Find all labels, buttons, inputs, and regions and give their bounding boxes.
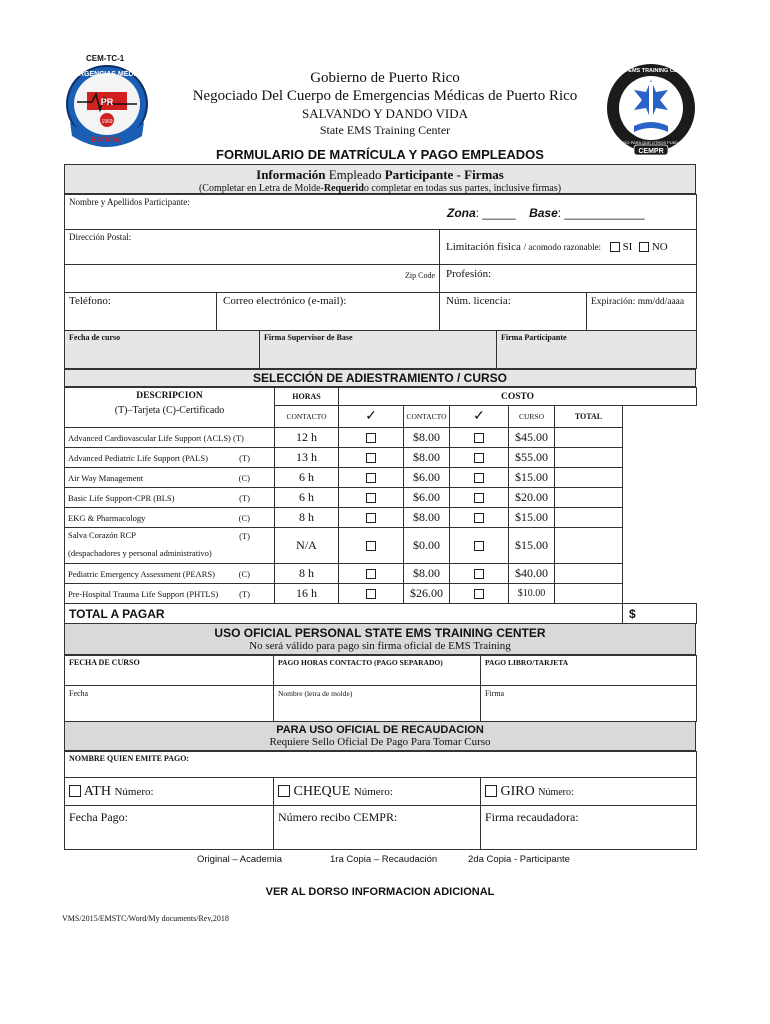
ath-label: ATH (83, 783, 111, 799)
official-course-date[interactable] (65, 656, 274, 686)
course-date-label: Fecha de curso (69, 333, 121, 342)
revision-ref: VMS/2015/EMSTC/Word/My documents/Rev,2018 (62, 914, 229, 923)
courses-title: SELECCIÓN DE ADIESTRAMIENTO / CURSO (64, 369, 696, 387)
course-type: (C) (238, 568, 250, 579)
course-hours: 6 h (275, 468, 339, 488)
ath-option[interactable] (65, 778, 274, 806)
expiration-field[interactable] (587, 293, 697, 331)
contact-check-cell[interactable] (339, 448, 404, 468)
course-hours: 13 h (275, 448, 339, 468)
contact-payment-label: PAGO HORAS CONTACTO (PAGO SEPARADO) (278, 658, 443, 667)
cheque-number-label: Número: (353, 785, 393, 798)
base-blank: : ____________ (557, 206, 645, 220)
course-name: Advanced Cardiovascular Life Support (ACLS) (T) (68, 432, 244, 443)
contact-cost: $6.00 (404, 488, 450, 508)
contact-cost: $26.00 (404, 584, 450, 604)
phone-field[interactable] (65, 293, 217, 331)
contact-cost: $8.00 (404, 428, 450, 448)
courses-table (64, 387, 697, 624)
left-logo-year: 1969 (101, 119, 113, 125)
contact-check-cell[interactable] (339, 428, 404, 448)
course-row (65, 448, 697, 468)
contact-check-cell[interactable] (339, 564, 404, 584)
course-total-field[interactable] (555, 508, 623, 528)
payment-date-field[interactable] (65, 806, 274, 850)
hours-header: HORAS (275, 388, 339, 406)
course-hours: 8 h (275, 564, 339, 584)
license-field[interactable] (440, 293, 587, 331)
agency-title: Negociado Del Cuerpo de Emergencias Médicas de Puerto Rico (192, 88, 578, 104)
course-row (65, 468, 697, 488)
license-label: Núm. licencia: (446, 295, 511, 307)
course-hours: N/A (275, 528, 339, 564)
giro-label: GIRO (500, 783, 535, 799)
giro-option[interactable] (481, 778, 697, 806)
course-check-cell[interactable] (450, 468, 509, 488)
course-hours: 8 h (275, 508, 339, 528)
course-name-cell (65, 488, 275, 508)
official-signature-field[interactable] (481, 686, 697, 722)
course-name: Air Way Management (68, 472, 144, 483)
course-hours: 16 h (275, 584, 339, 604)
course-total-field[interactable] (555, 488, 623, 508)
course-name: Pre-Hospital Trauma Life Support (PHTLS) (68, 588, 219, 599)
info-title-a: Información (256, 167, 326, 182)
si-label: SI (622, 241, 633, 253)
contact-checkbox[interactable] (366, 473, 376, 483)
right-logo-top: STATE EMS TRAINING CENTER (609, 68, 693, 74)
contact-cost: $6.00 (404, 468, 450, 488)
course-row (65, 428, 697, 448)
zona-blank: : _____ (475, 206, 516, 220)
issuer-label: NOMBRE QUIEN EMITE PAGO: (69, 754, 190, 763)
contact-check-cell[interactable] (339, 584, 404, 604)
course-total-field[interactable] (555, 564, 623, 584)
issuer-field[interactable] (65, 752, 697, 778)
contact-check-cell[interactable] (339, 488, 404, 508)
supervisor-signature-label: Firma Supervisor de Base (264, 333, 353, 342)
info-sub-b: Requerid (323, 183, 364, 194)
course-type: (T) (239, 452, 250, 463)
receipt-number-label: Número recibo CEMPR: (278, 810, 398, 824)
course-hours: 6 h (275, 488, 339, 508)
course-type: (T) (239, 531, 250, 541)
course-name: Salva Corazón RCP (68, 530, 136, 540)
book-payment[interactable] (481, 656, 697, 686)
course-cost: $55.00 (509, 448, 555, 468)
info-sub-a: (Completar en Letra de Molde- (198, 183, 324, 194)
left-logo-bottom: ESTATAL (91, 137, 123, 144)
address-field[interactable] (65, 230, 440, 265)
course-check-cell[interactable] (450, 584, 509, 604)
cheque-label: CHEQUE (293, 783, 351, 799)
profesion-label: Profesión: (446, 268, 492, 280)
course-name-cell (65, 528, 275, 564)
course-name-cell (65, 564, 275, 584)
course-cost: $10.00 (509, 584, 555, 604)
official-name-field[interactable] (274, 686, 481, 722)
motto: SALVANDO Y DANDO VIDA (301, 106, 468, 121)
official-date-label: Fecha (69, 689, 89, 698)
contact-checkbox[interactable] (366, 541, 376, 551)
info-header (64, 164, 696, 194)
course-checkbox[interactable] (474, 513, 484, 523)
ems-training-center-logo (604, 62, 698, 156)
total-header: TOTAL (555, 406, 623, 428)
total-pay-field[interactable] (623, 604, 697, 624)
official-title: USO OFICIAL PERSONAL STATE EMS TRAINING CENTER (214, 626, 546, 640)
contact-checkbox[interactable] (366, 453, 376, 463)
contact-header-2: CONTACTO (404, 406, 450, 428)
contact-header-1: CONTACTO (275, 406, 339, 428)
course-name-cell (65, 448, 275, 468)
course-name: Advanced Pediatric Life Support (PALS) (68, 452, 208, 463)
left-logo-top: EMERGENCIAS MÉDICAS (63, 71, 151, 78)
course-name-2: (despachadores y personal administrativo) (68, 548, 212, 558)
course-name-cell (65, 468, 275, 488)
contact-payment[interactable] (274, 656, 481, 686)
info-title-c: Participante - Firmas (384, 167, 504, 182)
contact-cost: $8.00 (404, 508, 450, 528)
course-check-cell[interactable] (450, 428, 509, 448)
form-code: CEM-TC-1 (86, 54, 125, 63)
course-cost: $15.00 (509, 528, 555, 564)
desc-header (65, 388, 275, 428)
course-check-cell[interactable] (450, 508, 509, 528)
course-checkbox[interactable] (474, 433, 484, 443)
course-checkbox[interactable] (474, 569, 484, 579)
course-check-cell[interactable] (450, 528, 509, 564)
course-name: Pediatric Emergency Assessment (PEARS) (68, 568, 215, 579)
base-label: Base (529, 206, 558, 220)
contact-check-cell[interactable] (339, 528, 404, 564)
course-type: (T) (239, 588, 250, 599)
course-hours: 12 h (275, 428, 339, 448)
emergencias-medicas-logo (62, 62, 152, 148)
recaudacion-title: PARA USO OFICIAL DE RECAUDACION (276, 724, 484, 736)
course-name-cell (65, 428, 275, 448)
check-header-2: ✓ (450, 406, 509, 428)
zip-field[interactable] (65, 265, 440, 293)
course-row (65, 584, 697, 604)
course-type: (C) (238, 512, 250, 523)
course-cost: $45.00 (509, 428, 555, 448)
name-label: Nombre y Apellidos Participante: (69, 197, 190, 207)
participant-signature-label: Firma Participante (501, 333, 567, 342)
official-note: No será válido para pago sin firma oficial de EMS Training (249, 640, 511, 652)
course-cost: $40.00 (509, 564, 555, 584)
address-label: Dirección Postal: (69, 232, 132, 242)
contact-cost: $0.00 (404, 528, 450, 564)
desc-sub: (T)–Tarjeta (C)-Certificado (114, 405, 225, 416)
book-payment-label: PAGO LIBRO/TARJETA (485, 658, 569, 667)
see-back-notice: VER AL DORSO INFORMACION ADICIONAL (265, 886, 495, 898)
course-total-field[interactable] (555, 428, 623, 448)
course-checkbox[interactable] (474, 493, 484, 503)
collector-signature-field[interactable] (481, 806, 697, 850)
course-type: (T) (239, 492, 250, 503)
no-checkbox[interactable] (639, 242, 649, 252)
course-date-field[interactable] (65, 331, 260, 369)
giro-number-label: Número: (538, 786, 574, 798)
course-checkbox[interactable] (474, 541, 484, 551)
profesion-field[interactable] (440, 265, 697, 293)
dollar-sign: $ (629, 606, 636, 621)
course-row (65, 488, 697, 508)
course-row (65, 528, 697, 564)
course-cost: $15.00 (509, 468, 555, 488)
limit-small: / acomodo razonable: (523, 242, 602, 252)
collector-signature-label: Firma recaudadora: (485, 810, 579, 824)
copy-1: 1ra Copia – Recaudación (330, 854, 438, 865)
cheque-option[interactable] (274, 778, 481, 806)
contact-checkbox[interactable] (366, 493, 376, 503)
course-checkbox[interactable] (474, 589, 484, 599)
contact-cost: $8.00 (404, 564, 450, 584)
course-name: Basic Life Support-CPR (BLS) (68, 492, 175, 503)
copy-original: Original – Academia (197, 854, 283, 865)
contact-cost: $8.00 (404, 448, 450, 468)
participant-signature-field[interactable] (497, 331, 697, 369)
course-check-cell[interactable] (450, 488, 509, 508)
course-header: CURSO (509, 406, 555, 428)
course-cost: $15.00 (509, 508, 555, 528)
course-total-field[interactable] (555, 528, 623, 564)
contact-checkbox[interactable] (366, 569, 376, 579)
course-row (65, 564, 697, 584)
left-logo-mid: PR (100, 97, 114, 107)
receipt-number-field[interactable] (274, 806, 481, 850)
course-check-cell[interactable] (450, 564, 509, 584)
zona-label: Zona (447, 206, 476, 220)
official-name-label: Nombre (letra de molde) (278, 689, 353, 698)
supervisor-signature-field[interactable] (260, 331, 497, 369)
contact-checkbox[interactable] (366, 589, 376, 599)
si-checkbox[interactable] (610, 242, 620, 252)
official-date-field[interactable] (65, 686, 274, 722)
check-header-1: ✓ (339, 406, 404, 428)
center-name: State EMS Training Center (319, 123, 451, 137)
course-name-cell (65, 584, 275, 604)
course-total-field[interactable] (555, 584, 623, 604)
signature-table (64, 330, 697, 369)
contact-checkbox[interactable] (366, 513, 376, 523)
desc-header-label: DESCRIPCION (136, 391, 203, 401)
course-type: (C) (238, 472, 250, 483)
right-logo-bottom: EDUCANDO PARA QUE OTROS PUEDAN VIVIR (606, 140, 696, 145)
cheque-checkbox[interactable] (278, 785, 290, 797)
gov-title: Gobierno de Puerto Rico (310, 70, 460, 86)
limitation-field (440, 230, 697, 265)
recaudacion-header (64, 721, 696, 751)
payment-date-label: Fecha Pago: (69, 810, 128, 824)
course-checkbox[interactable] (474, 473, 484, 483)
course-cost: $20.00 (509, 488, 555, 508)
info-sub-c: o completar en todas sus partes, inclusive firmas) (363, 183, 562, 194)
contact-check-cell[interactable] (339, 468, 404, 488)
email-field[interactable] (217, 293, 440, 331)
course-row (65, 508, 697, 528)
course-name-cell (65, 508, 275, 528)
phone-label: Teléfono: (69, 295, 111, 307)
zip-label: Zip Code (405, 271, 435, 280)
right-logo-badge: CEMPR (638, 148, 664, 155)
recaudacion-note: Requiere Sello Oficial De Pago Para Tomar Curso (269, 736, 491, 748)
ath-number-label: Número: (114, 785, 154, 798)
official-header (64, 623, 696, 655)
zona-base (447, 206, 645, 220)
ath-checkbox[interactable] (69, 785, 81, 797)
official-table (64, 655, 697, 722)
email-label: Correo electrónico (e-mail): (223, 295, 347, 307)
official-course-date-label: FECHA DE CURSO (69, 658, 140, 667)
no-label: NO (651, 241, 668, 253)
course-total-field[interactable] (555, 468, 623, 488)
contact-checkbox[interactable] (366, 433, 376, 443)
expiration-label: Expiración: mm/dd/aaaa (591, 297, 685, 307)
cost-header: COSTO (339, 388, 697, 406)
copy-2: 2da Copia - Participante (468, 854, 570, 865)
course-check-cell[interactable] (450, 448, 509, 468)
contact-check-cell[interactable] (339, 508, 404, 528)
official-signature-label: Firma (485, 689, 505, 698)
info-title-b: Empleado (328, 167, 382, 182)
recaudacion-table (64, 751, 697, 850)
form-title: FORMULARIO DE MATRÍCULA Y PAGO EMPLEADOS (216, 147, 544, 162)
giro-checkbox[interactable] (485, 785, 497, 797)
total-pay-label: TOTAL A PAGAR (65, 604, 623, 624)
course-total-field[interactable] (555, 448, 623, 468)
course-checkbox[interactable] (474, 453, 484, 463)
limit-label: Limitación física (446, 241, 521, 253)
course-name: EKG & Pharmacology (68, 512, 146, 523)
